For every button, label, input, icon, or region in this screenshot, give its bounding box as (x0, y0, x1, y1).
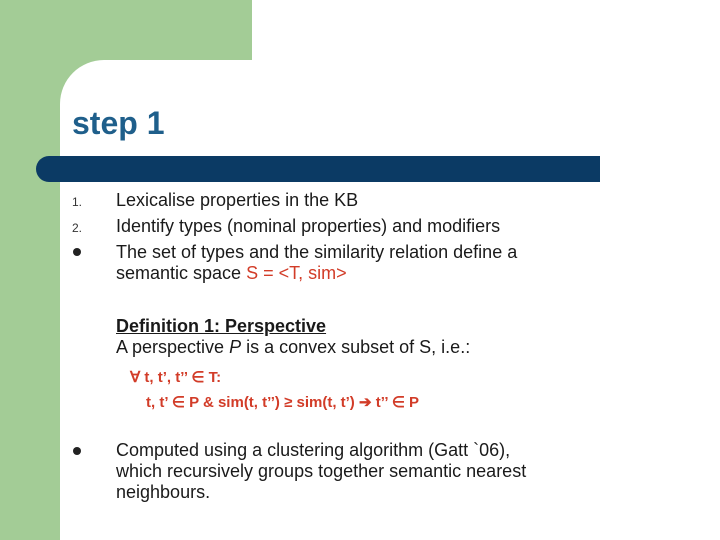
bullet-item-clustering (116, 440, 586, 503)
bullet2-line-2: which recursively groups together semantic nearest (116, 461, 527, 481)
list-item-1: Lexicalise properties in the KB (116, 190, 359, 210)
bullet2-line-1: Computed using a clustering algorithm (Gatt `06), (116, 440, 511, 460)
definition-variable: P (229, 337, 242, 357)
slide-title: step 1 (72, 105, 165, 141)
definition-line-prefix: A perspective (116, 337, 230, 357)
semantic-space-formula: S = <T, sim> (246, 263, 347, 283)
definition-block (116, 316, 586, 358)
bullet-line-1: The set of types and the similarity relation define a (116, 242, 518, 262)
definition-heading: Definition 1: Perspective (116, 316, 327, 336)
list-item-2: Identify types (nominal properties) and modifiers (116, 216, 501, 236)
bullet-icon (73, 447, 81, 455)
list-marker-2: 2. (72, 221, 83, 235)
definition-line-suffix: is a convex subset of S, i.e.: (241, 337, 471, 357)
formula-quantifier: ∀ t, t’, t’’ ∈ T: (130, 369, 222, 386)
bullet2-line-3: neighbours. (116, 482, 211, 502)
bullet-item-semantic-space (116, 242, 586, 284)
bullet-icon (73, 248, 81, 256)
formula-condition: t, t’ ∈ P & sim(t, t’’) ≥ sim(t, t’) ➔ t’’ ∈ P (146, 394, 420, 411)
bullet-line-2-prefix: semantic space (116, 263, 247, 283)
list-marker-1: 1. (72, 195, 83, 209)
